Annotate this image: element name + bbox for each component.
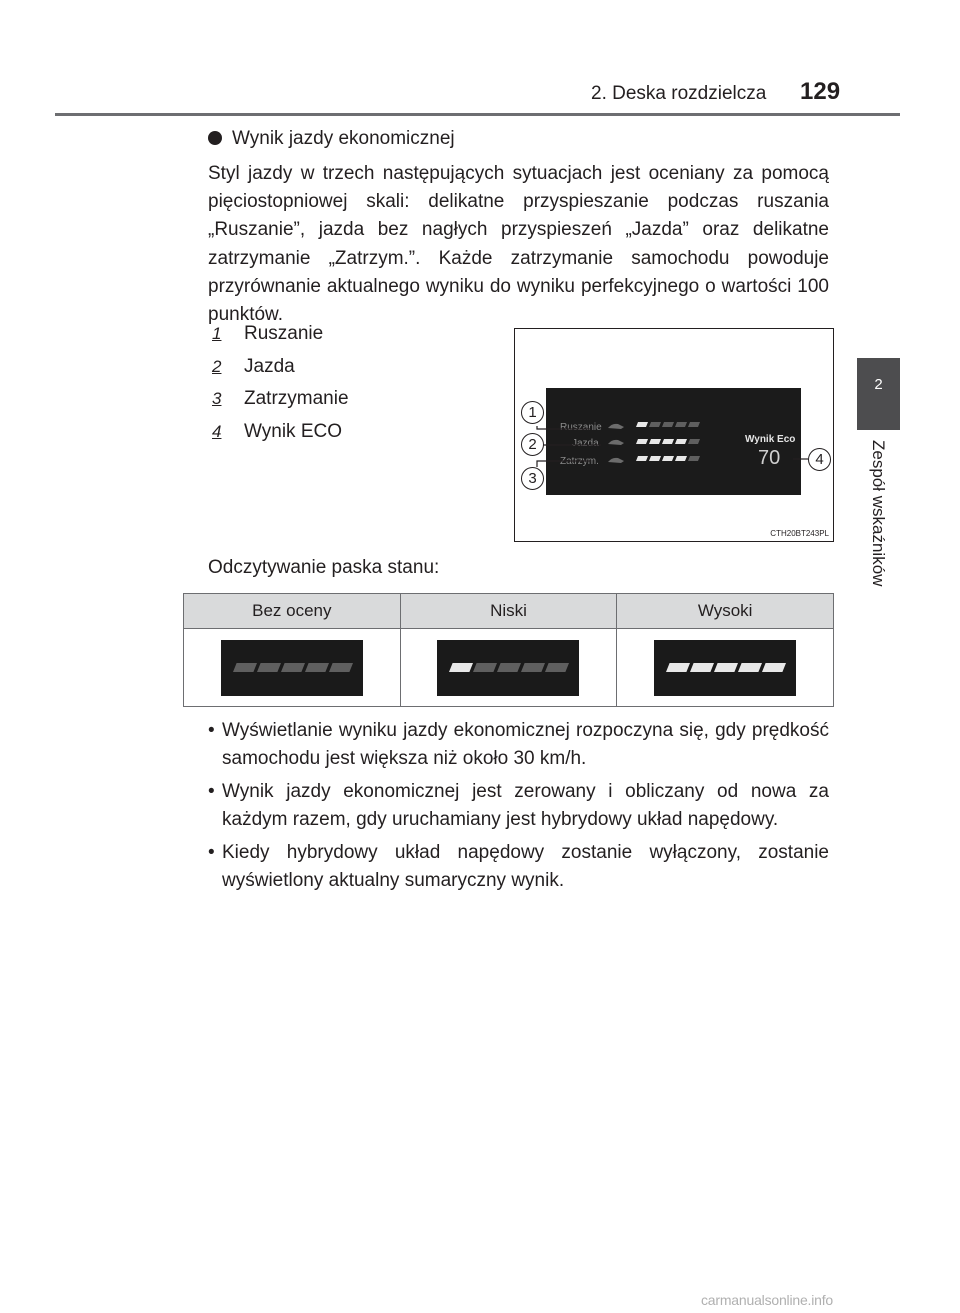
eco-display-screen (546, 388, 801, 495)
score-segment (545, 663, 569, 672)
car-icon (608, 458, 624, 463)
callout-4: 4 (808, 448, 831, 471)
status-bar-heading: Odczytywanie paska stanu: (208, 557, 440, 578)
score-segment (473, 663, 497, 672)
section-heading (208, 128, 455, 150)
table-header-high: Wysoki (617, 594, 834, 629)
score-segment-lit (675, 439, 687, 444)
car-icon (608, 440, 624, 445)
page-number: 129 (800, 78, 841, 105)
section-heading-text: Wynik jazdy ekonomicznej (232, 128, 455, 149)
header-section-title: 2. Deska rozdzielcza (591, 83, 767, 104)
car-icon (608, 424, 624, 429)
legend-label: Jazda (244, 356, 295, 377)
status-bar-image (654, 640, 796, 696)
list-item-text: Wynik jazdy ekonomicznej jest zerowany i obliczany od nowa za każdym razem, gdy uruchamiany jest hybrydowy układ napędowy. (222, 781, 829, 830)
score-segment (233, 663, 257, 672)
score-segment (521, 663, 545, 672)
score-segment-lit (649, 439, 661, 444)
row-label-ruszanie: Ruszanie (560, 422, 602, 433)
table-header-none: Bez oceny (184, 594, 401, 629)
list-item: • Wynik jazdy ekonomicznej jest zerowany i obliczany od nowa za każdym razem, gdy uruchamiany jest hybrydowy układ napędowy. (208, 781, 829, 830)
score-segment-lit (714, 663, 738, 672)
eco-score-value: 70 (758, 447, 781, 469)
callout-1: 1 (521, 401, 544, 424)
row-label-zatrzym: Zatrzym. (560, 456, 599, 467)
status-bar-table (183, 593, 834, 707)
legend-number: 3 (212, 389, 222, 408)
score-segment-lit (675, 456, 687, 461)
legend-label: Ruszanie (244, 323, 324, 344)
list-item-text: Wyświetlanie wyniku jazdy ekonomicznej rozpoczyna się, gdy prędkość samochodu jest większa niż około 30 km/h. (222, 720, 829, 769)
eco-score-label: Wynik Eco (745, 434, 796, 445)
score-segment (281, 663, 305, 672)
legend-label: Zatrzymanie (244, 388, 349, 409)
score-segment-lit (666, 663, 690, 672)
legend-number: 1 (212, 324, 222, 343)
eco-score-figure (514, 328, 834, 542)
score-segment (649, 422, 661, 427)
callout-3: 3 (521, 467, 544, 490)
legend-number: 2 (212, 357, 222, 376)
legend-item (212, 388, 349, 410)
score-segment-lit (636, 422, 648, 427)
chapter-tab-label: Zespół wskaźników (869, 440, 888, 587)
score-segment (688, 456, 700, 461)
chapter-tab-number: 2 (874, 376, 883, 393)
score-segment (675, 422, 687, 427)
header-divider (55, 113, 900, 116)
list-item: • Kiedy hybrydowy układ napędowy zostanie wyłączony, zostanie wyświetlony aktualny sumaryczny wynik. (208, 842, 829, 891)
legend-label: Wynik ECO (244, 421, 343, 442)
callout-2: 2 (521, 433, 544, 456)
score-segment (497, 663, 521, 672)
score-segment-lit (636, 456, 648, 461)
intro-paragraph: Styl jazdy w trzech następujących sytuacjach jest oceniany za pomocą pięciostopniowej skali: delikatne przyspieszanie podczas ruszania „Ruszanie”, jazda bez nagłych przyspieszeń „Jazda” oraz delikatne zatrzymanie „Zatrzym.”. Każde zatrzymanie samochodu powoduje przyrównanie aktualnego wyniku do wyniku perfekcyjnego o wartości 100 punktów. (208, 163, 829, 326)
status-bar-image (437, 640, 579, 696)
score-segment-lit (738, 663, 762, 672)
score-segment-lit (449, 663, 473, 672)
score-segment (305, 663, 329, 672)
legend-item (212, 421, 342, 443)
eco-display-svg (546, 388, 801, 495)
list-item: • Wyświetlanie wyniku jazdy ekonomicznej rozpoczyna się, gdy prędkość samochodu jest większa niż około 30 km/h. (208, 720, 829, 769)
bullet-dot-icon (208, 131, 222, 145)
list-item-text: Kiedy hybrydowy układ napędowy zostanie wyłączony, zostanie wyświetlony aktualny sumaryczny wynik. (222, 842, 829, 891)
score-segment (257, 663, 281, 672)
score-segment (662, 422, 674, 427)
score-segment-lit (690, 663, 714, 672)
table-header-low: Niski (400, 594, 617, 629)
score-segment (688, 422, 700, 427)
score-segment-lit (762, 663, 786, 672)
score-segment (688, 439, 700, 444)
watermark: carmanualsonline.info (701, 1292, 833, 1308)
score-segment-lit (662, 456, 674, 461)
legend-item (212, 356, 295, 378)
legend-number: 4 (212, 422, 222, 441)
chapter-tab (857, 358, 900, 430)
notes-list (208, 717, 829, 900)
score-segment-lit (649, 456, 661, 461)
row-label-jazda: Jazda (572, 438, 599, 449)
score-segment-lit (662, 439, 674, 444)
score-segment-lit (636, 439, 648, 444)
figure-code: CTH20BT243PL (770, 529, 829, 538)
legend-item (212, 323, 323, 345)
score-segment (329, 663, 353, 672)
status-bar-image (221, 640, 363, 696)
